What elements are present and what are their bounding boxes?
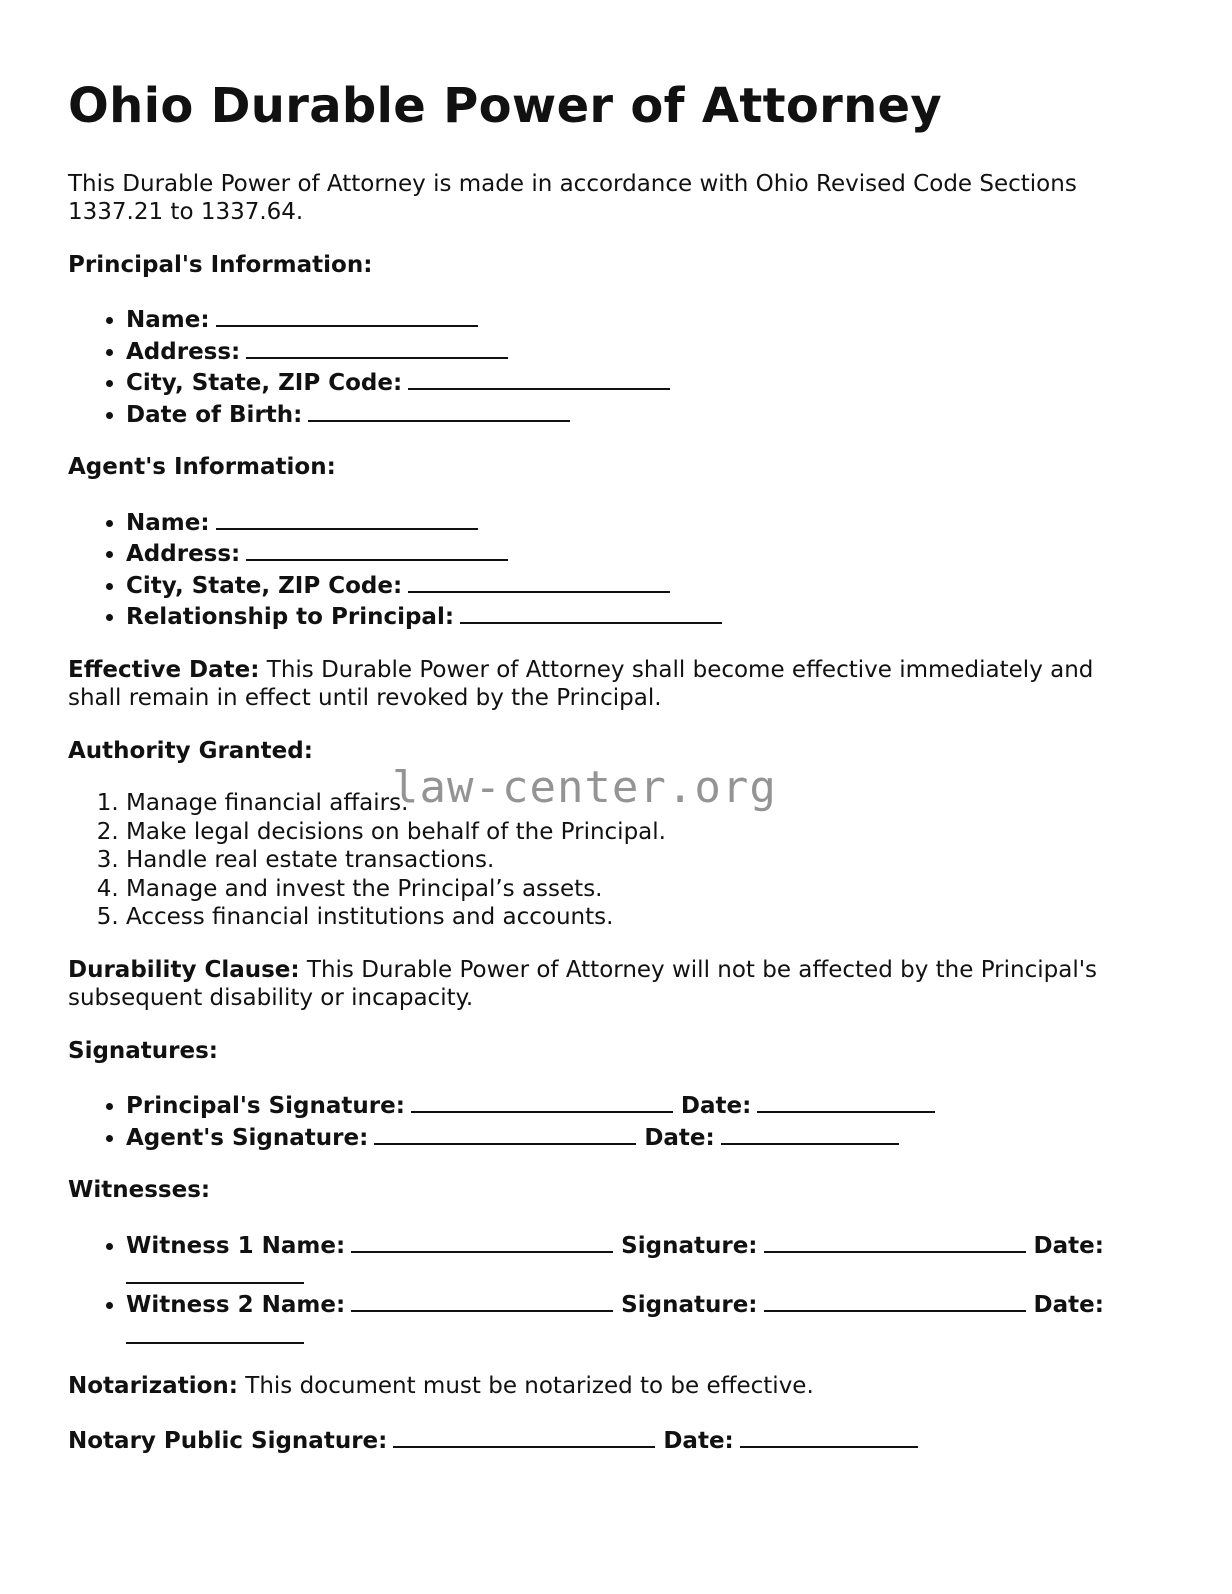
document-page	[68, 78, 1148, 1456]
authority-item: 1. Manage financial affairs.	[126, 789, 1148, 818]
witness-fields	[68, 1229, 1148, 1348]
notarization-text: This document must be notarized to be effective.	[237, 1372, 814, 1399]
effective-date-text: This Durable Power of Attorney shall become effective immediately and shall remain in effect until revoked by the Principal.	[68, 656, 1094, 712]
principal-address-field[interactable]: • Address:	[126, 335, 1148, 367]
date-line[interactable]	[126, 1320, 304, 1344]
fill-line[interactable]	[460, 600, 722, 624]
principal-city-field[interactable]: • City, State, ZIP Code:	[126, 366, 1148, 398]
signature-line[interactable]	[411, 1089, 673, 1113]
fill-line[interactable]	[308, 398, 570, 422]
durability-paragraph	[68, 956, 1148, 1013]
witnesses-heading: Witnesses:	[68, 1177, 211, 1204]
fill-line[interactable]	[246, 335, 508, 359]
watermark: law-center.org	[392, 762, 777, 813]
authority-list	[68, 789, 1148, 932]
authority-item: 4. Manage and invest the Principal’s assets.	[126, 875, 1148, 904]
intro-paragraph: This Durable Power of Attorney is made in accordance with Ohio Revised Code Sections 1337.21 to 1337.64.	[68, 170, 1077, 226]
agent-city-field[interactable]: • City, State, ZIP Code:	[126, 569, 1148, 601]
agent-name-field[interactable]: • Name:	[126, 506, 1148, 538]
principal-dob-field[interactable]: • Date of Birth:	[126, 398, 1148, 430]
agent-fields	[68, 506, 1148, 632]
agent-heading: Agent's Information:	[68, 454, 336, 481]
date-line[interactable]	[757, 1089, 935, 1113]
witness-1-field[interactable]: • Witness 1 Name: Signature: Date:	[126, 1229, 1148, 1289]
durability-text: This Durable Power of Attorney will not be affected by the Principal's subsequent disability or incapacity.	[68, 956, 1098, 1012]
signature-line[interactable]	[764, 1229, 1026, 1253]
agent-relationship-field[interactable]: • Relationship to Principal:	[126, 600, 1148, 632]
signature-line[interactable]	[393, 1424, 655, 1448]
signature-line[interactable]	[764, 1288, 1026, 1312]
fill-line[interactable]	[246, 537, 508, 561]
fill-line[interactable]	[216, 303, 478, 327]
name-line[interactable]	[351, 1229, 613, 1253]
notarization-paragraph	[68, 1372, 1148, 1401]
authority-item: 5. Access financial institutions and accounts.	[126, 903, 1148, 932]
agent-signature-field[interactable]: • Agent's Signature: Date:	[126, 1121, 1148, 1153]
signature-line[interactable]	[374, 1121, 636, 1145]
fill-line[interactable]	[408, 366, 670, 390]
fill-line[interactable]	[216, 506, 478, 530]
signatures-heading: Signatures:	[68, 1037, 219, 1064]
witness-2-field[interactable]: • Witness 2 Name: Signature: Date:	[126, 1288, 1148, 1348]
date-line[interactable]	[126, 1260, 304, 1284]
notarization-label: Notarization:	[68, 1372, 238, 1399]
date-line[interactable]	[740, 1424, 918, 1448]
principal-fields	[68, 303, 1148, 429]
notary-signature-field[interactable]: Notary Public Signature: Date:	[68, 1424, 1148, 1456]
principal-heading: Principal's Information:	[68, 251, 373, 278]
effective-date-label: Effective Date:	[68, 656, 260, 683]
authority-item: 2. Make legal decisions on behalf of the Principal.	[126, 818, 1148, 847]
durability-label: Durability Clause:	[68, 956, 300, 983]
principal-signature-field[interactable]: • Principal's Signature: Date:	[126, 1089, 1148, 1121]
document-title: Ohio Durable Power of Attorney	[68, 78, 942, 134]
authority-item: 3. Handle real estate transactions.	[126, 846, 1148, 875]
agent-address-field[interactable]: • Address:	[126, 537, 1148, 569]
name-line[interactable]	[351, 1288, 613, 1312]
principal-name-field[interactable]: • Name:	[126, 303, 1148, 335]
signature-fields	[68, 1089, 1148, 1152]
effective-date-paragraph	[68, 656, 1148, 713]
authority-heading: Authority Granted:	[68, 737, 313, 764]
date-line[interactable]	[721, 1121, 899, 1145]
fill-line[interactable]	[408, 569, 670, 593]
